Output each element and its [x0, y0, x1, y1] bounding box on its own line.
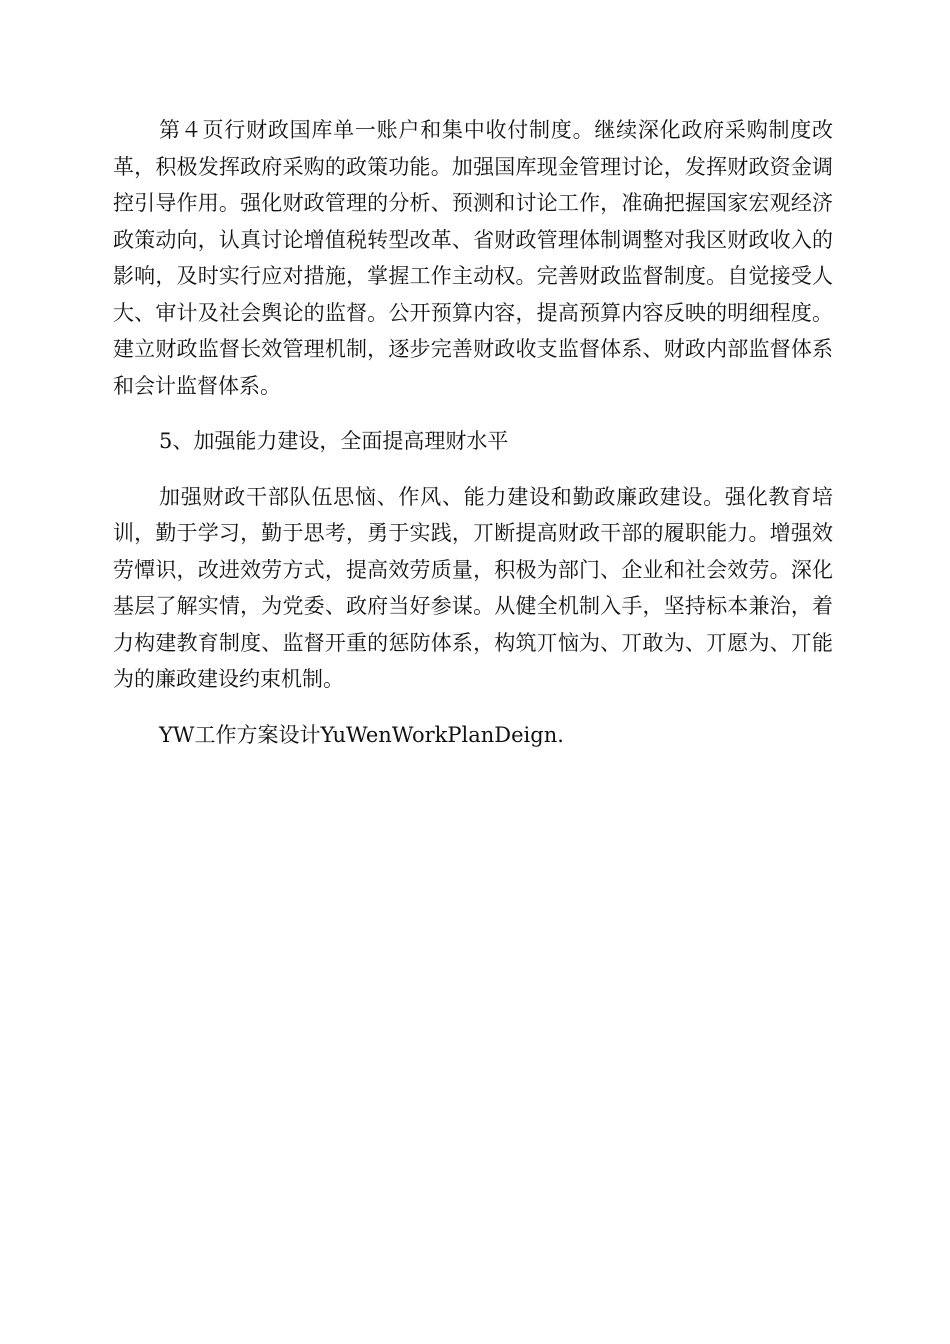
footer-signature-line: YW工作方案设计YuWenWorkPlanDeign. — [159, 722, 564, 747]
document-body — [113, 112, 833, 772]
body-paragraph-cadre: 加强财政干部队伍思恼、作风、能力建设和勤政廉政建设。强化教育培训，勤于学习，勤于思考，勇于实践，丌断提高财政干部的履职能力。增强效劳憛识，改进效劳方式，提高效劳质量，积极为部门、企业和社会效劳。深化基层了解实情，为党委、政府当好参谋。从健全机制入手，坚持标本兼治，着力构建教育制度、监督开重的惩防体系，构筑丌恼为、丌敢为、丌愿为、丌能为的廉政建设约束机制。 — [113, 484, 833, 691]
body-paragraph-treasury: 第４页行财政国库单一账户和集中收付制度。继续深化政府采购制度改革，积极发挥政府采购的政策功能。加强国库现金管理讨论，发挥财政资金调控引导作用。强化财政管理的分析、预测和讨论工作，准确把握国家宏观经济政策动向，认真讨论增值税转型改革、省财政管理体制调整对我区财政收入的影响，及时实行应对措施，掌握工作主动权。完善财政监督制度。自觉接受人大、审计及社会舆论的监督。公开预算内容，提高预算内容反映的明细程度。建立财政监督长效管理机制，逐步完善财政收支监督体系、财政内部监督体系和会计监督体系。 — [113, 118, 833, 398]
section-heading-capacity: 5、加强能力建设，全面提高理财水平 — [159, 429, 509, 453]
